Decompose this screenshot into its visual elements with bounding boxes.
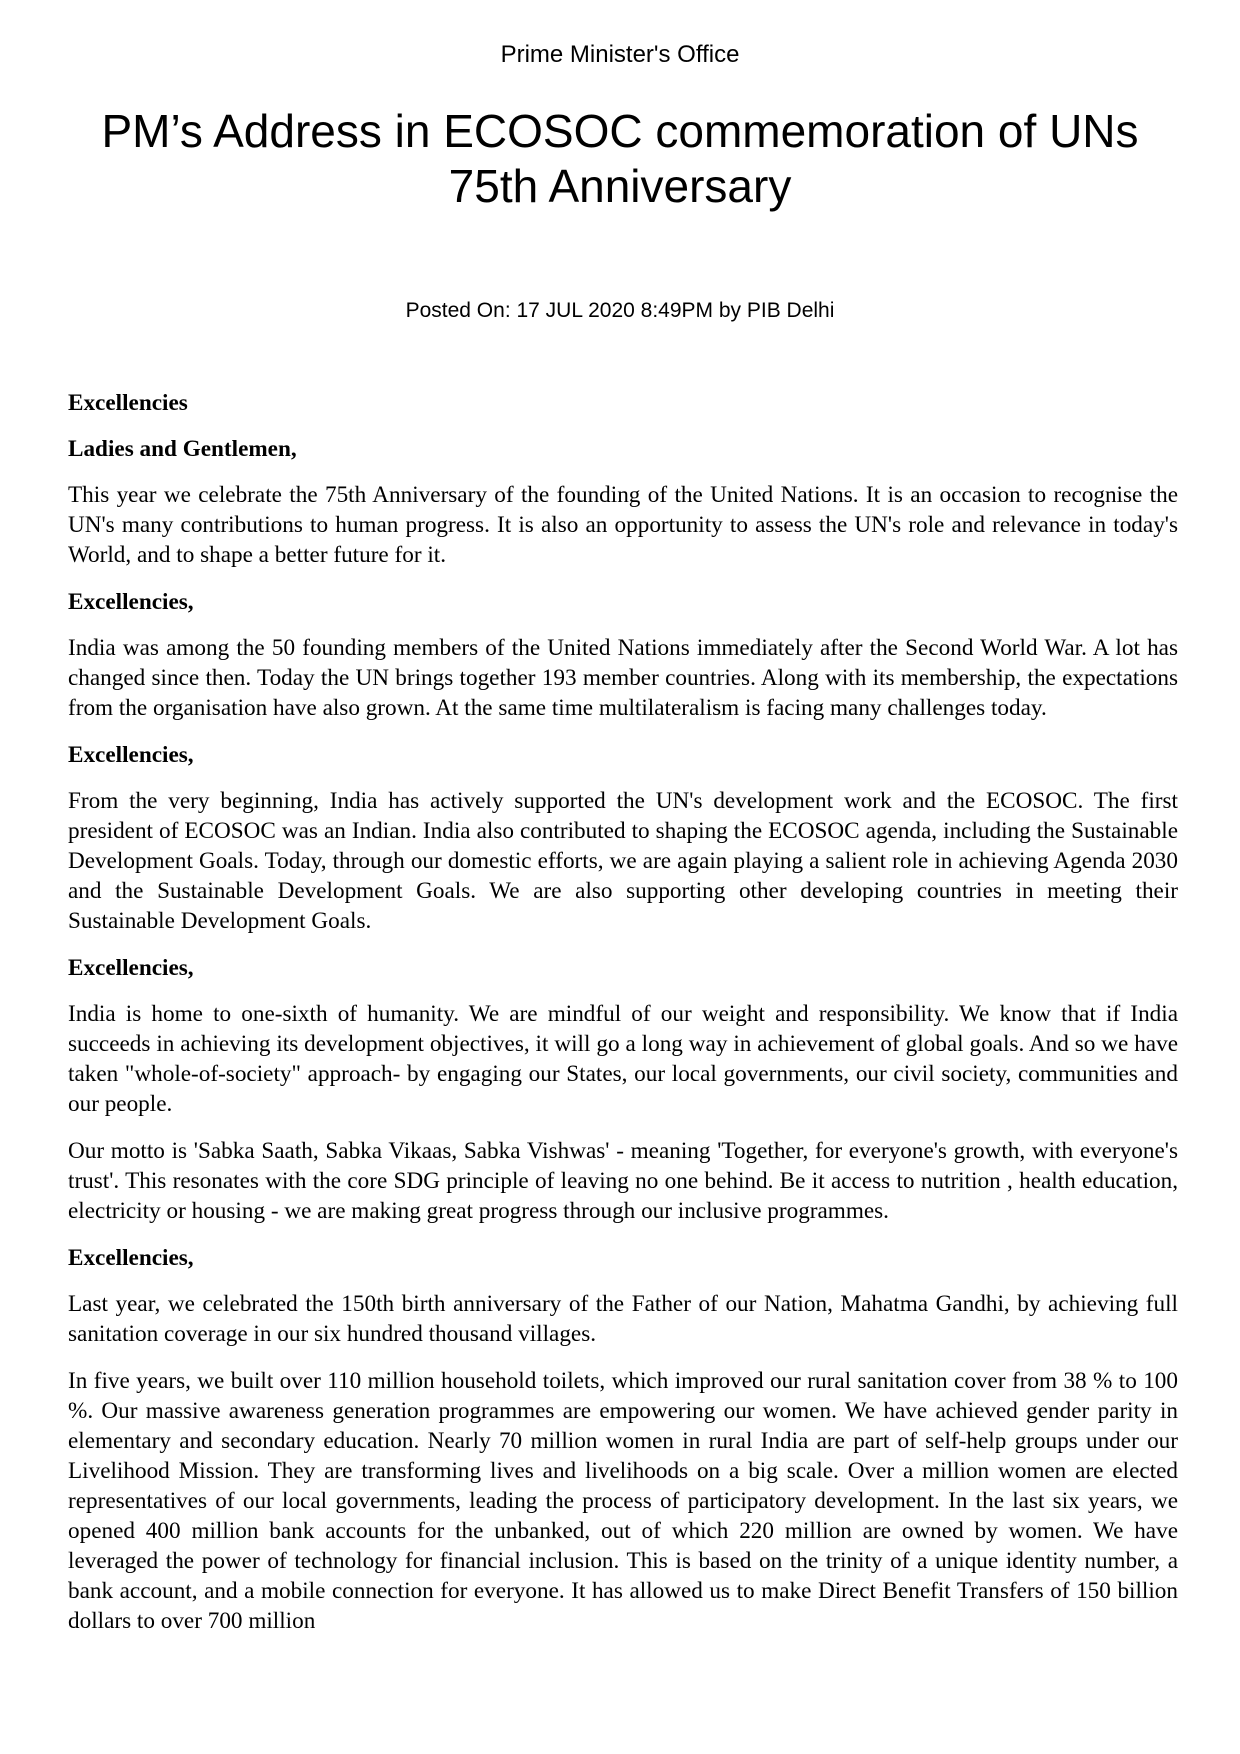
- paragraph-7: In five years, we built over 110 million household toilets, which improved our rural sanitation cover from 38 % to 100 %. Our massive awareness generation programmes are empowering our women. We have achieved gender parity in elementary and secondary education. Nearly 70 million women in rural India are part of self-help groups under our Livelihood Mission. They are transforming lives and livelihoods on a big scale. Over a million women are elected representatives of our local governments, leading the process of participatory development. In the last six years, we opened 400 million bank accounts for the unbanked, out of which 220 million are owned by women. We have leveraged the power of technology for financial inclusion. This is based on the trinity of a unique identity number, a bank account, and a mobile connection for everyone. It has allowed us to make Direct Benefit Transfers of 150 billion dollars to over 700 million: [68, 1368, 1178, 1634]
- paragraph-4: India is home to one-sixth of humanity. We are mindful of our weight and responsibility. We know that if India succeeds in achieving its development objectives, it will go a long way in achievement of global goals. And so we have taken "whole-of-society" approach- by engaging our States, our local governments, our civil society, communities and our people.: [68, 1001, 1178, 1117]
- paragraph-3: From the very beginning, India has actively supported the UN's development work and the ECOSOC. The first president of ECOSOC was an Indian. India also contributed to shaping the ECOSOC agenda, including the Sustainable Development Goals. Today, through our domestic efforts, we are again playing a salient role in achieving Agenda 2030 and the Sustainable Development Goals. We are also supporting other developing countries in meeting their Sustainable Development Goals.: [68, 788, 1178, 934]
- posted-date: Posted On: 17 JUL 2020 8:49PM by PIB Delhi: [405, 299, 835, 322]
- heading-excellencies-4: Excellencies,: [68, 955, 194, 981]
- salutation-ladies-gentlemen: Ladies and Gentlemen,: [68, 436, 297, 462]
- speech-body: [68, 388, 1178, 1653]
- heading-excellencies-6: Excellencies,: [68, 1245, 194, 1271]
- paragraph-6: Last year, we celebrated the 150th birth anniversary of the Father of our Nation, Mahatma Gandhi, by achieving full sanitation coverage in our six hundred thousand villages.: [68, 1291, 1178, 1347]
- paragraph-1: This year we celebrate the 75th Anniversary of the founding of the United Nations. It is an occasion to recognise the UN's many contributions to human progress. It is also an opportunity to assess the UN's role and relevance in today's World, and to shape a better future for it.: [68, 482, 1178, 568]
- ministry-name: Prime Minister's Office: [500, 41, 740, 68]
- paragraph-5: Our motto is 'Sabka Saath, Sabka Vikaas, Sabka Vishwas' - meaning 'Together, for everyone's growth, with everyone's trust'. This resonates with the core SDG principle of leaving no one behind. Be it access to nutrition , health education, electricity or housing - we are making great progress through our inclusive programmes.: [68, 1138, 1178, 1224]
- paragraph-2: India was among the 50 founding members of the United Nations immediately after the Second World War. A lot has changed since then. Today the UN brings together 193 member countries. Along with its membership, the expectations from the organisation have also grown. At the same time multilateralism is facing many challenges today.: [68, 635, 1178, 721]
- heading-excellencies-3: Excellencies,: [68, 742, 194, 768]
- salutation-excellencies: Excellencies: [68, 390, 188, 416]
- heading-excellencies-2: Excellencies,: [68, 589, 194, 615]
- page-title: PM’s Address in ECOSOC commemoration of UNs 75th Anniversary: [101, 105, 1139, 212]
